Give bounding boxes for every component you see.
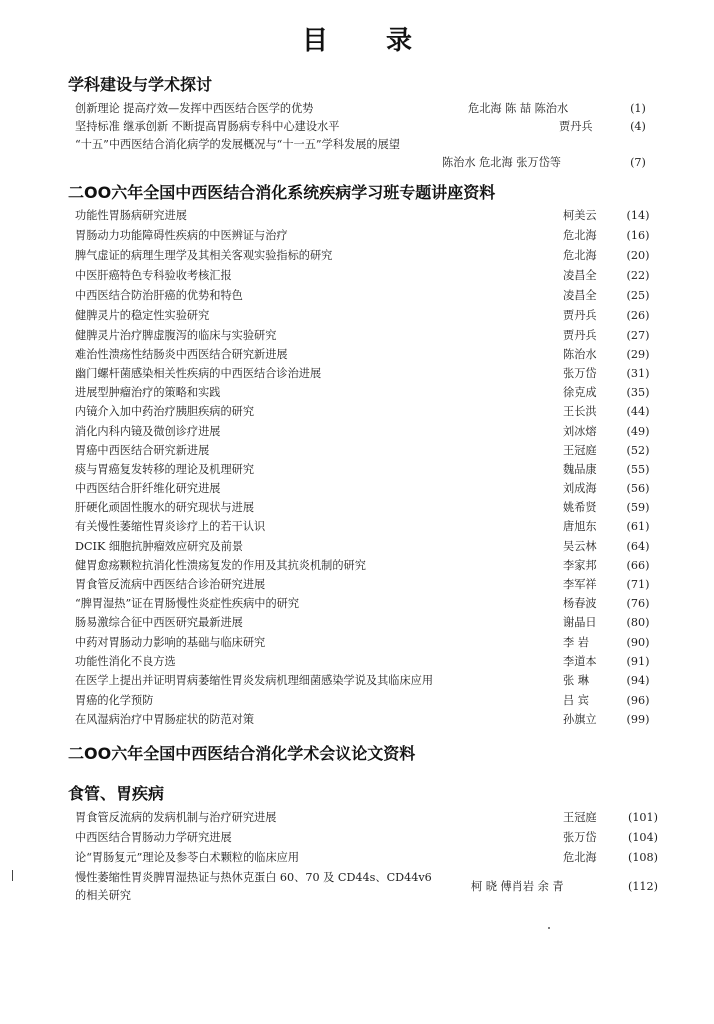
entry-authors: 张 琳 <box>563 674 589 687</box>
entry-page: (27) <box>626 329 650 342</box>
entry-page: (112) <box>627 880 659 893</box>
entry-authors: 李道本 <box>563 655 597 668</box>
toc-entry[interactable] <box>75 99 655 119</box>
entry-page: (44) <box>626 405 650 418</box>
entry-page: (66) <box>626 559 650 572</box>
toc-entry[interactable] <box>75 808 659 828</box>
entry-authors: 王长洪 <box>563 405 597 418</box>
entry-authors: 柯 晓 傅肖岩 余 青 <box>471 880 564 893</box>
toc-entry[interactable] <box>75 594 655 614</box>
entry-page: (7) <box>630 156 646 169</box>
entry-authors: 吴云林 <box>563 540 597 553</box>
entry-title: 胃癌的化学预防 <box>75 694 154 707</box>
toc-entry[interactable] <box>75 206 655 226</box>
toc-entry[interactable] <box>75 613 655 633</box>
entry-page: (20) <box>626 249 650 262</box>
entry-page: (25) <box>626 289 650 302</box>
entry-title: 论“胃肠复元”理论及参苓白术颗粒的临床应用 <box>75 851 300 864</box>
entry-authors: 王冠庭 <box>563 811 597 824</box>
entry-page: (59) <box>626 501 650 514</box>
entry-page: (108) <box>627 851 659 864</box>
entry-title: 中医肝癌特色专科验收考核汇报 <box>75 269 232 282</box>
entry-title: 有关慢性萎缩性胃炎诊疗上的若干认识 <box>75 520 266 533</box>
entry-authors: 柯美云 <box>563 209 597 222</box>
toc-entry[interactable] <box>75 422 655 442</box>
toc-entry[interactable] <box>75 364 655 384</box>
entry-page: (96) <box>626 694 650 707</box>
toc-entry[interactable] <box>75 479 655 499</box>
entry-page: (94) <box>626 674 650 687</box>
entry-page: (104) <box>627 831 659 844</box>
section-heading-conference: 二OO六年全国中西医结合消化学术会议论文资料 <box>68 744 416 763</box>
entry-title: 痰与胃癌复发转移的理论及机理研究 <box>75 463 255 476</box>
entry-title: 进展型肿瘤治疗的策略和实践 <box>75 386 221 399</box>
toc-entry[interactable] <box>75 402 655 422</box>
entry-authors: 唐旭东 <box>563 520 597 533</box>
entry-title: 胃食管反流病中西医结合诊治研究进展 <box>75 578 266 591</box>
toc-entry[interactable] <box>75 117 655 137</box>
entry-title: 功能性胃肠病研究进展 <box>75 209 187 222</box>
toc-entry[interactable] <box>75 633 655 653</box>
entry-page: (76) <box>626 597 650 610</box>
entry-authors: 危北海 <box>563 249 597 262</box>
entry-title: 脾气虚证的病理生理学及其相关客观实验指标的研究 <box>75 249 333 262</box>
entry-authors: 李家邦 <box>563 559 597 572</box>
entry-authors: 刘冰熔 <box>563 425 597 438</box>
entry-authors: 魏品康 <box>563 463 597 476</box>
scan-mark <box>12 870 13 881</box>
entry-authors: 贾丹兵 <box>563 329 597 342</box>
toc-entry[interactable] <box>75 537 655 557</box>
entry-authors: 徐克成 <box>563 386 597 399</box>
toc-entry[interactable] <box>75 498 655 518</box>
entry-title: 肝硬化顽固性腹水的研究现状与进展 <box>75 501 255 514</box>
entry-title: 坚持标准 继承创新 不断提高胃肠病专科中心建设水平 <box>75 120 340 133</box>
page-title: 目录 <box>301 26 470 56</box>
toc-entry[interactable] <box>75 575 655 595</box>
entry-title: “脾胃湿热”证在胃肠慢性炎症性疾病中的研究 <box>75 597 300 610</box>
entry-title: 在医学上提出并证明胃病萎缩性胃炎发病机理细菌感染学说及其临床应用 <box>75 674 434 687</box>
entry-title: 胃癌中西医结合研究新进展 <box>75 444 210 457</box>
entry-title: 中西医结合肝纤维化研究进展 <box>75 482 221 495</box>
toc-entry[interactable] <box>75 226 655 246</box>
toc-entry[interactable] <box>75 556 655 576</box>
entry-page: (35) <box>626 386 650 399</box>
entry-authors: 王冠庭 <box>563 444 597 457</box>
entry-title: 内镜介入加中药治疗胰胆疾病的研究 <box>75 405 255 418</box>
entry-page: (71) <box>626 578 650 591</box>
scan-speck <box>548 927 550 929</box>
entry-title: 创新理论 提高疗效—发挥中西医结合医学的优势 <box>75 102 314 115</box>
toc-entry[interactable] <box>75 306 655 326</box>
entry-authors: 危北海 <box>563 229 597 242</box>
toc-entry[interactable] <box>75 868 659 908</box>
entry-title: 幽门螺杆菌感染相关性疾病的中西医结合诊治进展 <box>75 367 322 380</box>
entry-page: (14) <box>626 209 650 222</box>
entry-title: 中西医结合胃肠动力学研究进展 <box>75 831 232 844</box>
entry-authors: 张万岱 <box>563 367 597 380</box>
toc-entry[interactable] <box>75 246 655 266</box>
entry-title: 难治性溃疡性结肠炎中西医结合研究新进展 <box>75 348 288 361</box>
toc-entry[interactable] <box>75 517 655 537</box>
toc-entry[interactable] <box>75 671 655 691</box>
entry-page: (49) <box>626 425 650 438</box>
entry-page: (80) <box>626 616 650 629</box>
entry-page: (56) <box>626 482 650 495</box>
entry-page: (31) <box>626 367 650 380</box>
entry-authors: 贾丹兵 <box>563 309 597 322</box>
entry-page: (26) <box>626 309 650 322</box>
entry-page: (52) <box>626 444 650 457</box>
entry-page: (1) <box>630 102 646 115</box>
toc-entry[interactable] <box>75 266 655 286</box>
entry-title: 在风湿病治疗中胃肠症状的防范对策 <box>75 713 255 726</box>
subsection-heading-esophagus-stomach: 食管、胃疾病 <box>68 784 165 803</box>
entry-authors: 陈治水 <box>563 348 597 361</box>
entry-page: (55) <box>626 463 650 476</box>
entry-authors: 刘成海 <box>563 482 597 495</box>
entry-page: (90) <box>626 636 650 649</box>
toc-entry[interactable] <box>75 652 655 672</box>
toc-entry[interactable] <box>75 383 655 403</box>
entry-authors: 贾丹兵 <box>559 120 593 133</box>
entry-title: 健脾灵片治疗脾虚腹泻的临床与实验研究 <box>75 329 277 342</box>
entry-title: 中药对胃肠动力影响的基础与临床研究 <box>75 636 266 649</box>
entry-page: (99) <box>626 713 650 726</box>
entry-title: 消化内科内镜及微创诊疗进展 <box>75 425 221 438</box>
entry-page: (16) <box>626 229 650 242</box>
entry-page: (22) <box>626 269 650 282</box>
toc-entry[interactable] <box>75 441 655 461</box>
entry-page: (29) <box>626 348 650 361</box>
entry-authors: 危北海 <box>563 851 597 864</box>
entry-authors: 谢晶日 <box>563 616 597 629</box>
toc-entry[interactable] <box>75 460 655 480</box>
entry-title-line2: 的相关研究 <box>75 889 131 902</box>
entry-title: 功能性消化不良方选 <box>75 655 176 668</box>
entry-authors: 杨春波 <box>563 597 597 610</box>
section-heading-academic: 学科建设与学术探讨 <box>68 75 213 94</box>
entry-authors: 吕 宾 <box>563 694 589 707</box>
entry-page: (64) <box>626 540 650 553</box>
entry-authors: 凌昌全 <box>563 269 597 282</box>
entry-title: 肠易激综合征中西医研究最新进展 <box>75 616 243 629</box>
entry-page: (91) <box>626 655 650 668</box>
toc-entry[interactable] <box>75 326 655 346</box>
entry-title: “十五”中西医结合消化病学的发展概况与“十一五”学科发展的展望 <box>75 138 400 151</box>
entry-authors: 凌昌全 <box>563 289 597 302</box>
toc-entry[interactable] <box>75 691 655 711</box>
toc-entry[interactable] <box>75 828 659 848</box>
toc-entry[interactable] <box>75 848 659 868</box>
entry-title: DCIK 细胞抗肿瘤效应研究及前景 <box>75 540 244 553</box>
entry-page: (61) <box>626 520 650 533</box>
entry-page: (4) <box>630 120 646 133</box>
entry-authors: 张万岱 <box>563 831 597 844</box>
toc-entry[interactable] <box>75 135 655 173</box>
toc-entry[interactable] <box>75 345 655 365</box>
toc-entry[interactable] <box>75 710 655 730</box>
entry-title: 中西医结合防治肝癌的优势和特色 <box>75 289 243 302</box>
entry-title: 健脾灵片的稳定性实验研究 <box>75 309 210 322</box>
entry-authors: 李 岩 <box>563 636 589 649</box>
entry-authors: 姚希贤 <box>563 501 597 514</box>
entry-authors: 李军祥 <box>563 578 597 591</box>
section-heading-lectures: 二OO六年全国中西医结合消化系统疾病学习班专题讲座资料 <box>68 183 496 202</box>
entry-title: 胃食管反流病的发病机制与治疗研究进展 <box>75 811 277 824</box>
entry-title: 慢性萎缩性胃炎脾胃湿热证与热休克蛋白 60、70 及 CD44s、CD44v6 <box>75 871 432 884</box>
entry-authors: 陈治水 危北海 张万岱等 <box>442 156 561 169</box>
entry-title: 胃肠动力功能障碍性疾病的中医辨证与治疗 <box>75 229 288 242</box>
entry-page: (101) <box>627 811 659 824</box>
entry-authors: 孙旗立 <box>563 713 597 726</box>
toc-entry[interactable] <box>75 286 655 306</box>
entry-title: 健胃愈疡颗粒抗消化性溃疡复发的作用及其抗炎机制的研究 <box>75 559 366 572</box>
entry-authors: 危北海 陈 喆 陈治水 <box>468 102 569 115</box>
